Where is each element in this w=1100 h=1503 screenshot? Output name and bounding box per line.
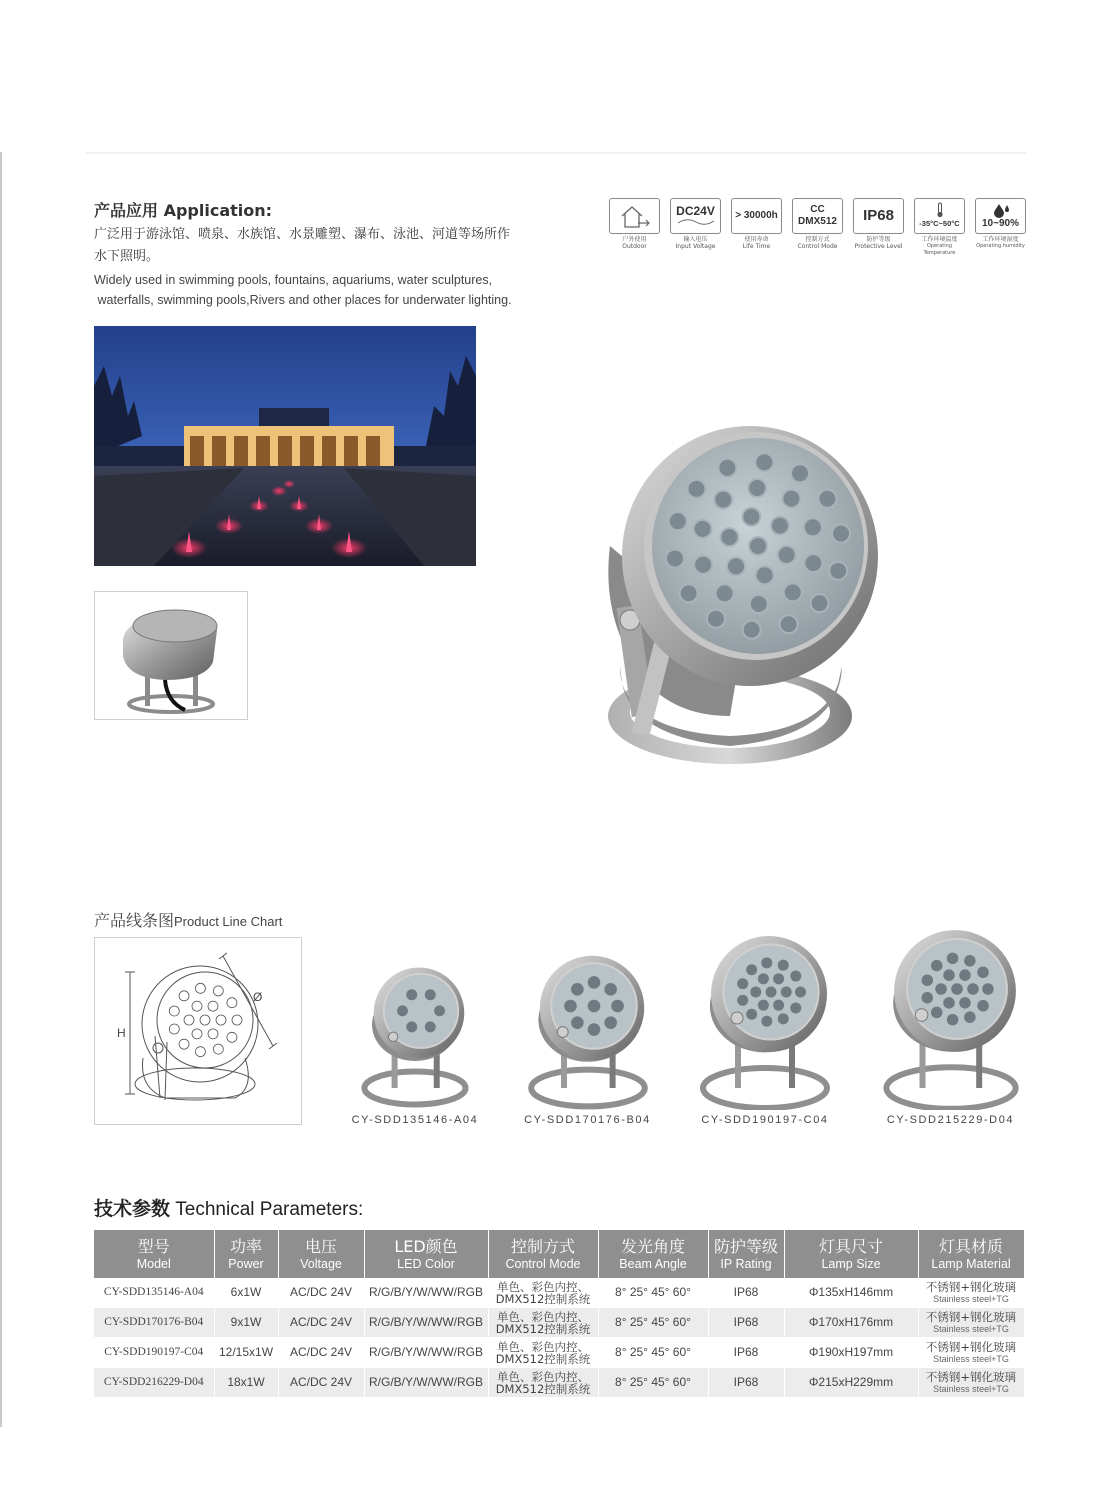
tech-params-title [94, 1194, 363, 1221]
drawing-led [208, 1029, 218, 1039]
led-lens [935, 983, 947, 995]
protection-value: IP68 [863, 207, 894, 224]
drawing-led [213, 986, 223, 996]
cell-lamp-material: 不锈钢+钢化玻璃 Stainless steel+TG [918, 1278, 1024, 1308]
drawing-led [208, 1001, 218, 1011]
control-mode-icon [792, 198, 843, 234]
lamp-base [886, 1067, 1015, 1109]
led-lens [406, 1021, 417, 1032]
cell-beam-angle: 8° 25° 45° 60° [598, 1368, 708, 1398]
cell-control-mode: 单色、彩色内控、 DMX512控制系统 [488, 1278, 598, 1308]
cell-model: CY-SDD135146-A04 [94, 1278, 214, 1308]
bracket-screw [388, 1032, 397, 1041]
led-lens [780, 615, 798, 633]
application-desc-en-line1: Widely used in swimming pools, fountains, aquariums, water sculptures, [94, 273, 493, 287]
cell-power: 6x1W [214, 1278, 278, 1308]
spec-caption-en: Protective Level [854, 243, 903, 250]
cell-control-mode: 单色、彩色内控、 DMX512控制系统 [488, 1308, 598, 1338]
drawing-led [200, 1015, 210, 1025]
header-ip-rating: 防护等级 IP Rating [708, 1230, 784, 1278]
cell-control-mode: 单色、彩色内控、 DMX512控制系统 [488, 1368, 598, 1398]
led-lens [773, 973, 784, 984]
spec-caption-en: Control Mode [797, 243, 838, 250]
led-lens [742, 508, 760, 526]
table-row [94, 1368, 1024, 1398]
led-lens [782, 490, 800, 508]
led-lens [811, 594, 829, 612]
application-title: 产品应用 Application: [94, 201, 273, 220]
cell-model: CY-SDD170176-B04 [94, 1308, 214, 1338]
outdoor-icon [609, 198, 660, 234]
life-time-value: > 30000h [735, 210, 778, 221]
spec-caption-cn: 控制方式 [805, 236, 830, 243]
bracket-screw [557, 1027, 568, 1038]
variant-a04 [340, 960, 490, 1126]
header-lamp-size: 灯具尺寸 Lamp Size [784, 1230, 918, 1278]
variant-b04 [510, 948, 665, 1126]
humidity-value: 10~90% [982, 217, 1019, 229]
drawing-led [169, 1024, 179, 1034]
header-beam-angle: 发光角度 Beam Angle [598, 1230, 708, 1278]
led-lens [694, 556, 712, 574]
drawing-led [195, 1047, 205, 1057]
cell-ip-rating: IP68 [708, 1308, 784, 1338]
led-lens [829, 562, 847, 580]
cell-lamp-size: Φ215xH229mm [784, 1368, 918, 1398]
cell-led-color: R/G/B/Y/W/WW/RGB [364, 1278, 488, 1308]
led-lens [694, 520, 712, 538]
voltage-icon [670, 198, 721, 234]
dimension-drawing [94, 937, 302, 1125]
led-lens [746, 964, 757, 975]
led-lens [748, 479, 766, 497]
led-lens [795, 987, 806, 998]
drawing-led [213, 1044, 223, 1054]
led-lens [397, 1005, 408, 1016]
humidity-icon [975, 198, 1026, 234]
table-row [94, 1278, 1024, 1308]
led-lens [778, 960, 789, 971]
line-chart-title [94, 908, 282, 931]
spec-icons-row [608, 198, 1027, 257]
table-row [94, 1308, 1024, 1338]
life-time-spec [730, 198, 783, 257]
cell-lamp-size: Φ135xH146mm [784, 1278, 918, 1308]
spec-caption-cn: 输入电压 [683, 236, 708, 243]
led-lens [761, 957, 772, 968]
led-lens [781, 987, 792, 998]
led-lens [951, 983, 963, 995]
temperature-spec [913, 198, 966, 257]
led-lens [967, 983, 979, 995]
led-lens [604, 1016, 617, 1029]
led-lens [959, 997, 971, 1009]
control-mode-value: CC DMX512 [798, 204, 837, 227]
application-scene-photo [94, 326, 476, 566]
led-lens [778, 1013, 789, 1024]
cell-model: CY-SDD190197-C04 [94, 1338, 214, 1368]
spec-caption-en: Operating Temperature [923, 243, 956, 256]
voltage-spec [669, 198, 722, 257]
led-lens [804, 518, 822, 536]
led-lens [818, 490, 836, 508]
variant-model-label: CY-SDD135146-A04 [351, 1114, 479, 1126]
led-lens [804, 554, 822, 572]
height-label: H [117, 1026, 126, 1040]
cell-beam-angle: 8° 25° 45° 60° [598, 1278, 708, 1308]
led-lens [434, 1005, 445, 1016]
cell-lamp-material: 不锈钢+钢化玻璃 Stainless steel+TG [918, 1368, 1024, 1398]
variant-model-label: CY-SDD215229-D04 [886, 1114, 1015, 1126]
spec-caption-cn: 户外使用 [622, 236, 647, 243]
led-lens [964, 955, 976, 967]
table-row [94, 1338, 1024, 1368]
led-lens [727, 557, 745, 575]
spec-caption-en: Outdoor [622, 243, 647, 250]
header-control-mode: 控制方式 Control Mode [488, 1230, 598, 1278]
diameter-label: Ø [253, 990, 263, 1004]
cell-led-color: R/G/B/Y/W/WW/RGB [364, 1338, 488, 1368]
led-lens [718, 459, 736, 477]
led-lens [611, 1000, 624, 1013]
led-lens [930, 1007, 942, 1019]
led-lens [790, 971, 801, 982]
cell-power: 12/15x1W [214, 1338, 278, 1368]
led-lens [737, 978, 748, 989]
led-lens [720, 528, 738, 546]
led-lens [758, 1000, 769, 1011]
cell-power: 18x1W [214, 1368, 278, 1398]
led-lens [587, 1023, 600, 1036]
led-lens [756, 566, 774, 584]
led-lens [587, 1000, 600, 1013]
led-lens [746, 1009, 757, 1020]
led-lens [930, 960, 942, 972]
led-lens [977, 966, 989, 978]
header-divider [86, 152, 1026, 154]
tech-params-title-cn: 技术参数 [94, 1198, 171, 1220]
cell-model: CY-SDD216229-D04 [94, 1368, 214, 1398]
led-lens [977, 1000, 989, 1012]
cell-voltage: AC/DC 24V [278, 1308, 364, 1338]
hero-product-image [580, 416, 880, 772]
led-lens [921, 992, 933, 1004]
cell-lamp-material: 不锈钢+钢化玻璃 Stainless steel+TG [918, 1338, 1024, 1368]
variant-model-label: CY-SDD170176-B04 [524, 1114, 651, 1126]
led-lens [964, 1011, 976, 1023]
led-lens [750, 987, 761, 998]
cell-voltage: AC/DC 24V [278, 1278, 364, 1308]
header-power: 功率 Power [214, 1230, 278, 1278]
line-chart-title-cn: 产品线条图 [94, 911, 175, 930]
led-lens [666, 549, 684, 567]
led-lens [571, 1016, 584, 1029]
application-desc-en [94, 270, 564, 310]
led-lens [571, 983, 584, 996]
control-mode-spec [791, 198, 844, 257]
lamp-base [703, 1068, 827, 1108]
drawing-led [169, 1006, 179, 1016]
led-lens [604, 983, 617, 996]
spec-caption-en: Input Voltage [675, 243, 716, 250]
led-lens [982, 983, 994, 995]
cell-beam-angle: 8° 25° 45° 60° [598, 1338, 708, 1368]
variant-c04 [690, 928, 840, 1126]
led-lens [680, 584, 698, 602]
temperature-value: -35°C~50°C [919, 219, 960, 228]
header-voltage: 电压 Voltage [278, 1230, 364, 1278]
cell-led-color: R/G/B/Y/W/WW/RGB [364, 1368, 488, 1398]
line-chart-title-en: Product Line Chart [174, 914, 283, 929]
cell-voltage: AC/DC 24V [278, 1338, 364, 1368]
led-lens [943, 997, 955, 1009]
led-lens [773, 1000, 784, 1011]
tech-params-title-en: Technical Parameters: [170, 1199, 364, 1220]
application-desc-cn: 广泛用于游泳馆、喷泉、水族馆、水景雕塑、瀑布、泳池、河道等场所作水下照明。 [94, 227, 511, 264]
led-lens [921, 975, 933, 987]
drawing-led [184, 1015, 194, 1025]
tech-params-table [94, 1230, 1025, 1398]
drawing-led [232, 1015, 242, 1025]
led-lens [737, 995, 748, 1006]
led-lens [766, 987, 777, 998]
drawing-led [227, 998, 237, 1008]
lamp-base [364, 1072, 465, 1105]
led-lens [714, 491, 732, 509]
led-lens [790, 1002, 801, 1013]
drawing-led [227, 1032, 237, 1042]
cell-led-color: R/G/B/Y/W/WW/RGB [364, 1308, 488, 1338]
cell-ip-rating: IP68 [708, 1368, 784, 1398]
voltage-value: DC24V [676, 204, 715, 218]
led-lens [771, 517, 789, 535]
led-lens [750, 595, 768, 613]
variant-d04 [868, 922, 1033, 1126]
led-lens [758, 973, 769, 984]
led-lens [687, 480, 705, 498]
header-led-color: LED颜色 LED Color [364, 1230, 488, 1278]
spec-caption-en: Life Time [742, 243, 771, 250]
cell-control-mode: 单色、彩色内控、 DMX512控制系统 [488, 1338, 598, 1368]
drawing-led-cluster [169, 983, 242, 1056]
led-lens [959, 969, 971, 981]
led-lens [406, 989, 417, 1000]
drawing-led [192, 1001, 202, 1011]
led-lens [749, 537, 767, 555]
led-lens [946, 1014, 958, 1026]
led-lens [564, 1000, 577, 1013]
spec-caption-cn: 防护等级 [866, 236, 891, 243]
table-header-row [94, 1230, 1024, 1278]
cell-lamp-size: Φ170xH176mm [784, 1308, 918, 1338]
drawing-led [192, 1029, 202, 1039]
bracket-screw [731, 1012, 743, 1024]
cell-lamp-material: 不锈钢+钢化玻璃 Stainless steel+TG [918, 1308, 1024, 1338]
led-lens [778, 546, 796, 564]
spec-caption-en: Operating humidity [976, 243, 1025, 249]
cell-ip-rating: IP68 [708, 1278, 784, 1308]
led-lens [761, 1016, 772, 1027]
spec-caption-cn: 工作环境温度 [921, 236, 958, 243]
protection-icon [853, 198, 904, 234]
led-lens [784, 583, 802, 601]
cell-lamp-size: Φ190xH197mm [784, 1338, 918, 1368]
humidity-spec [974, 198, 1027, 257]
cell-voltage: AC/DC 24V [278, 1368, 364, 1398]
page-border-rule [0, 152, 2, 1427]
outdoor-spec [608, 198, 661, 257]
temperature-icon [914, 198, 965, 234]
led-lens [791, 464, 809, 482]
drawing-led [195, 983, 205, 993]
led-lens [425, 1021, 436, 1032]
led-lens [755, 453, 773, 471]
led-lens [669, 512, 687, 530]
cell-power: 9x1W [214, 1308, 278, 1338]
spec-caption-cn: 使用寿命 [744, 236, 769, 243]
cell-ip-rating: IP68 [708, 1338, 784, 1368]
application-desc-en-line2: waterfalls, swimming pools,Rivers and other places for underwater lighting. [94, 293, 512, 307]
spec-caption-cn: 工作环境湿度 [982, 236, 1019, 243]
cell-beam-angle: 8° 25° 45° 60° [598, 1308, 708, 1338]
product-thumbnail [94, 591, 248, 720]
header-lamp-material: 灯具材质 Lamp Material [918, 1230, 1024, 1278]
variant-model-label: CY-SDD190197-C04 [701, 1114, 829, 1126]
led-lens [832, 525, 850, 543]
drawing-led [179, 1039, 189, 1049]
led-lens [425, 989, 436, 1000]
header-model: 型号 Model [94, 1230, 214, 1278]
led-lens [587, 976, 600, 989]
led-lens [946, 953, 958, 965]
led-lens [716, 584, 734, 602]
led-lens [943, 969, 955, 981]
lamp-base [531, 1070, 645, 1107]
life-time-icon [731, 198, 782, 234]
led-lens [743, 621, 761, 639]
protection-spec [852, 198, 905, 257]
bracket-screw [915, 1009, 928, 1022]
led-lens [707, 610, 725, 628]
drawing-led [216, 1015, 226, 1025]
drawing-led [179, 991, 189, 1001]
